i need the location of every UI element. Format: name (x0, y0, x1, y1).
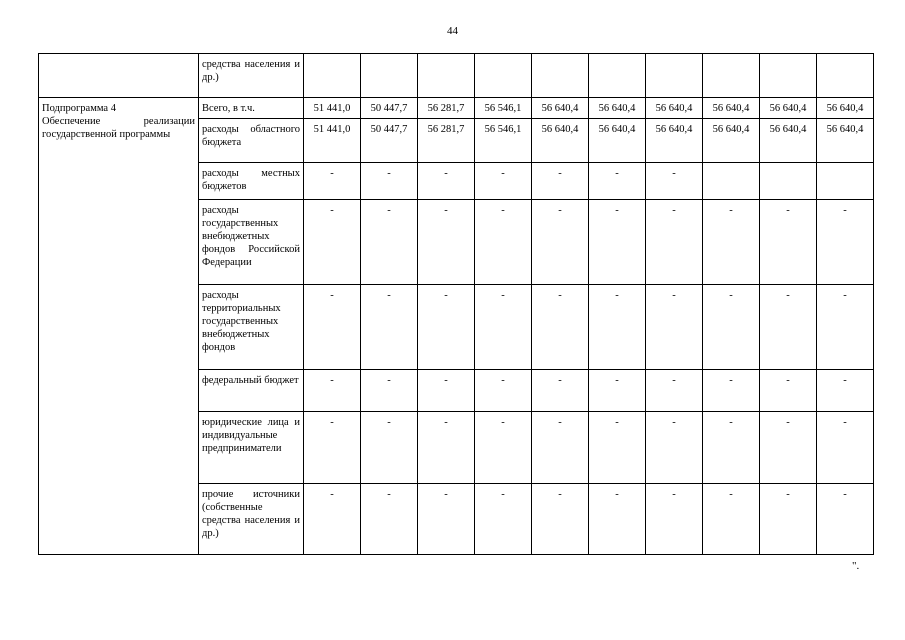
value-cell: - (817, 285, 874, 370)
value-cell: - (418, 484, 475, 555)
value-cell: 56 640,4 (703, 119, 760, 163)
value-cell: - (475, 163, 532, 200)
value-cell: - (589, 484, 646, 555)
value-cell (361, 54, 418, 98)
value-cell: 56 640,4 (817, 98, 874, 119)
value-cell: 56 640,4 (703, 98, 760, 119)
value-cell (817, 163, 874, 200)
value-cell: - (817, 484, 874, 555)
value-cell: - (532, 285, 589, 370)
value-cell (760, 163, 817, 200)
value-cell: 56 640,4 (646, 119, 703, 163)
value-cell: 56 640,4 (817, 119, 874, 163)
value-cell: - (703, 412, 760, 484)
page-number: 44 (447, 25, 458, 37)
value-cell: - (646, 163, 703, 200)
source-cell: Всего, в т.ч. (199, 98, 304, 119)
program-name: Подпрограмма 4 (42, 103, 116, 114)
value-cell: - (304, 370, 361, 412)
value-cell: - (646, 370, 703, 412)
table-row (39, 98, 874, 119)
value-cell: 50 447,7 (361, 119, 418, 163)
value-cell: - (361, 200, 418, 285)
value-cell: - (304, 200, 361, 285)
value-cell: 56 546,1 (475, 119, 532, 163)
value-cell: - (475, 285, 532, 370)
source-cell: расходы территориальных государственных внебюджетных фондов (199, 285, 304, 370)
value-cell: - (589, 200, 646, 285)
value-cell: 56 640,4 (646, 98, 703, 119)
value-cell: - (817, 412, 874, 484)
value-cell: - (361, 370, 418, 412)
value-cell: - (418, 412, 475, 484)
value-cell: - (760, 484, 817, 555)
value-cell: - (760, 370, 817, 412)
value-cell: - (589, 412, 646, 484)
value-cell: - (418, 370, 475, 412)
source-cell: прочие источники (собственные средства населения и др.) (199, 484, 304, 555)
value-cell: 56 546,1 (475, 98, 532, 119)
value-cell: - (703, 370, 760, 412)
value-cell: - (418, 285, 475, 370)
value-cell: - (703, 484, 760, 555)
value-cell: - (418, 163, 475, 200)
source-cell: юридические лица и индивидуальные предприниматели (199, 412, 304, 484)
source-cell: расходы государственных внебюджетных фондов Российской Федерации (199, 200, 304, 285)
value-cell: - (589, 163, 646, 200)
value-cell: - (817, 200, 874, 285)
value-cell: 51 441,0 (304, 98, 361, 119)
source-cell: средства населения и др.) (199, 54, 304, 98)
value-cell: - (703, 285, 760, 370)
value-cell (760, 54, 817, 98)
value-cell: - (304, 285, 361, 370)
value-cell: - (532, 412, 589, 484)
program-cell (39, 98, 199, 555)
value-cell: 51 441,0 (304, 119, 361, 163)
value-cell: 50 447,7 (361, 98, 418, 119)
value-cell: - (475, 370, 532, 412)
empty-program-cell (39, 54, 199, 98)
value-cell: 56 640,4 (760, 98, 817, 119)
value-cell: - (646, 285, 703, 370)
source-cell: расходы областного бюджета (199, 119, 304, 163)
value-cell (703, 163, 760, 200)
value-cell (817, 54, 874, 98)
value-cell: - (304, 163, 361, 200)
value-cell: - (646, 484, 703, 555)
value-cell: - (760, 285, 817, 370)
value-cell (703, 54, 760, 98)
budget-table (38, 53, 874, 555)
value-cell (589, 54, 646, 98)
value-cell: - (760, 412, 817, 484)
value-cell: - (532, 370, 589, 412)
value-cell: 56 640,4 (589, 98, 646, 119)
value-cell: - (760, 200, 817, 285)
value-cell: 56 640,4 (532, 119, 589, 163)
value-cell (304, 54, 361, 98)
value-cell: - (304, 484, 361, 555)
value-cell: - (475, 484, 532, 555)
value-cell: - (304, 412, 361, 484)
value-cell: - (475, 200, 532, 285)
value-cell (532, 54, 589, 98)
value-cell: 56 281,7 (418, 98, 475, 119)
value-cell (475, 54, 532, 98)
table-row (39, 54, 874, 98)
value-cell: - (646, 412, 703, 484)
closing-quote-mark: ". (852, 560, 860, 572)
value-cell: - (532, 484, 589, 555)
value-cell: - (817, 370, 874, 412)
value-cell: - (475, 412, 532, 484)
value-cell: - (418, 200, 475, 285)
value-cell: 56 640,4 (760, 119, 817, 163)
value-cell: - (361, 285, 418, 370)
value-cell: - (646, 200, 703, 285)
value-cell: - (532, 200, 589, 285)
value-cell: 56 640,4 (532, 98, 589, 119)
source-cell: расходы местных бюджетов (199, 163, 304, 200)
value-cell (418, 54, 475, 98)
value-cell: - (589, 370, 646, 412)
value-cell: 56 281,7 (418, 119, 475, 163)
value-cell: 56 640,4 (589, 119, 646, 163)
program-title: Обеспечение реализации государственной программы (42, 116, 195, 140)
value-cell: - (532, 163, 589, 200)
value-cell: - (703, 200, 760, 285)
value-cell: - (361, 163, 418, 200)
value-cell: - (361, 412, 418, 484)
source-cell: федеральный бюджет (199, 370, 304, 412)
value-cell: - (361, 484, 418, 555)
value-cell (646, 54, 703, 98)
value-cell: - (589, 285, 646, 370)
